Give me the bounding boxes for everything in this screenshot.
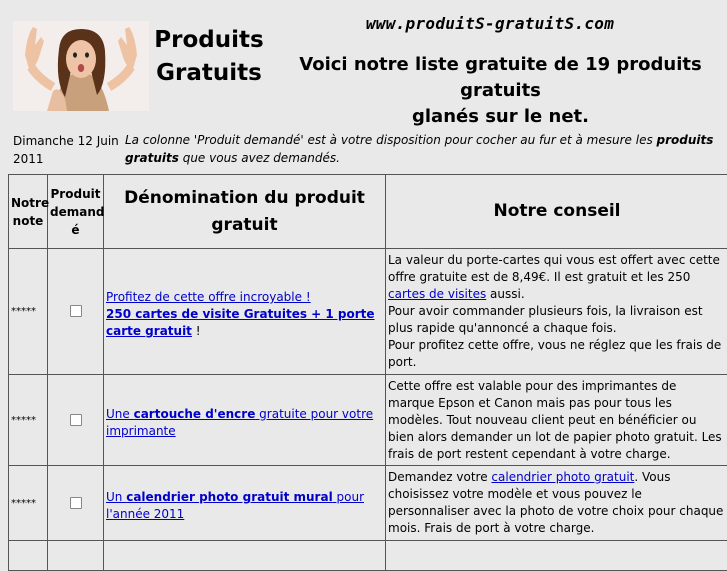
row-requested-cell [48, 249, 104, 375]
row-rating: ***** [9, 466, 48, 541]
site-url: www.produitS-gratuitS.com [300, 14, 680, 33]
row-product [104, 375, 386, 466]
product-link-text: Une [106, 407, 134, 421]
row-rating: ***** [9, 249, 48, 375]
headline-line-2: glanés sur le net. [268, 104, 727, 130]
product-link-bold: cartouche d'encre [134, 407, 256, 421]
advice-text: aussi. [486, 287, 524, 301]
product-link-calendar[interactable] [106, 490, 364, 521]
advice-text: . Vous choisissez votre modèle et vous pouvez le personnaliser avec la photo de votre choix pour chaque mois. Frais de port à votre charge. [388, 470, 723, 535]
advice-text: Demandez votre [388, 470, 491, 484]
brand-title [153, 24, 265, 90]
product-suffix: ! [192, 324, 201, 338]
row-rating [9, 541, 48, 571]
col-header-requested-line-3: é [50, 221, 101, 239]
intro-text-start: La colonne 'Produit demandé' est à votre disposition pour cocher au fur et à mesure les [125, 133, 657, 147]
table-header-row [9, 175, 727, 249]
brand-line-2: Gratuits [153, 57, 265, 90]
col-header-denomination [104, 175, 386, 249]
row-product [104, 466, 386, 541]
headline-line-1: Voici notre liste gratuite de 19 produits gratuits [268, 52, 727, 104]
current-date [13, 132, 121, 168]
col-header-denomination-line-2: gratuit [106, 212, 383, 239]
date-line-2: 2011 [13, 150, 121, 168]
row-requested-cell [48, 375, 104, 466]
product-link-text: gratuite pour votre imprimante [106, 407, 373, 438]
row-requested-cell [48, 466, 104, 541]
page-headline [268, 52, 727, 130]
row-advice [386, 249, 727, 375]
col-header-requested-line-1: Produit [50, 185, 101, 203]
row-advice: Cette offre est valable pour des imprimantes de marque Epson et Canon mais pas pour tous les modèles. Tout nouveau client peut en bénéficier ou bien alors demander un lot de papier photo gratuit. Les frais de port restent cependant à votre charge. [386, 375, 727, 466]
product-link-business-cards[interactable] [106, 307, 375, 338]
requested-checkbox[interactable] [70, 414, 82, 426]
row-advice [386, 466, 727, 541]
col-header-requested [48, 175, 104, 249]
col-header-note-line-2: note [11, 212, 45, 230]
product-table [8, 174, 727, 571]
col-header-denomination-line-1: Dénomination du produit [106, 185, 383, 212]
col-header-requested-line-2: demand [50, 203, 101, 221]
row-product [104, 541, 386, 571]
table-row [9, 375, 727, 466]
col-header-note-line-1: Notre [11, 194, 45, 212]
row-product [104, 249, 386, 375]
brand-line-1: Produits [153, 24, 265, 57]
table-row [9, 249, 727, 375]
product-link-text: Un [106, 490, 126, 504]
intro-bold-gratuits: gratuits [125, 151, 179, 165]
col-header-note [9, 175, 48, 249]
intro-text [125, 131, 720, 167]
row-requested-cell [48, 541, 104, 571]
requested-checkbox[interactable] [70, 305, 82, 317]
product-link-business-cards-text: 250 cartes de visite Gratuites + 1 porte carte gratuit [106, 307, 375, 338]
requested-checkbox[interactable] [70, 497, 82, 509]
product-link-bold: calendrier photo gratuit mural [126, 490, 332, 504]
header-photo [13, 21, 149, 111]
advice-link-calendar[interactable]: calendrier photo gratuit [491, 470, 634, 484]
product-link-text: pour l'année 2011 [106, 490, 364, 521]
product-link-offer[interactable]: Profitez de cette offre incroyable ! [106, 290, 311, 304]
row-advice [386, 541, 727, 571]
date-line-1: Dimanche 12 Juin [13, 132, 121, 150]
advice-text: La valeur du porte-cartes qui vous est offert avec cette offre gratuite est de 8,49€. Il est gratuit et les 250 [388, 253, 720, 284]
advice-link-business-cards[interactable]: cartes de visites [388, 287, 486, 301]
col-header-advice: Notre conseil [386, 175, 727, 249]
advice-text: Pour profitez cette offre, vous ne réglez que les frais de port. [388, 338, 721, 369]
intro-bold-produits: produits [657, 133, 714, 147]
intro-text-end: que vous avez demandés. [179, 151, 340, 165]
product-link-ink-cartridge[interactable] [106, 407, 373, 438]
advice-text: Pour avoir commander plusieurs fois, la livraison est plus rapide qu'annoncé a chaque fois. [388, 304, 703, 335]
row-rating: ***** [9, 375, 48, 466]
table-row [9, 466, 727, 541]
table-row [9, 541, 727, 571]
